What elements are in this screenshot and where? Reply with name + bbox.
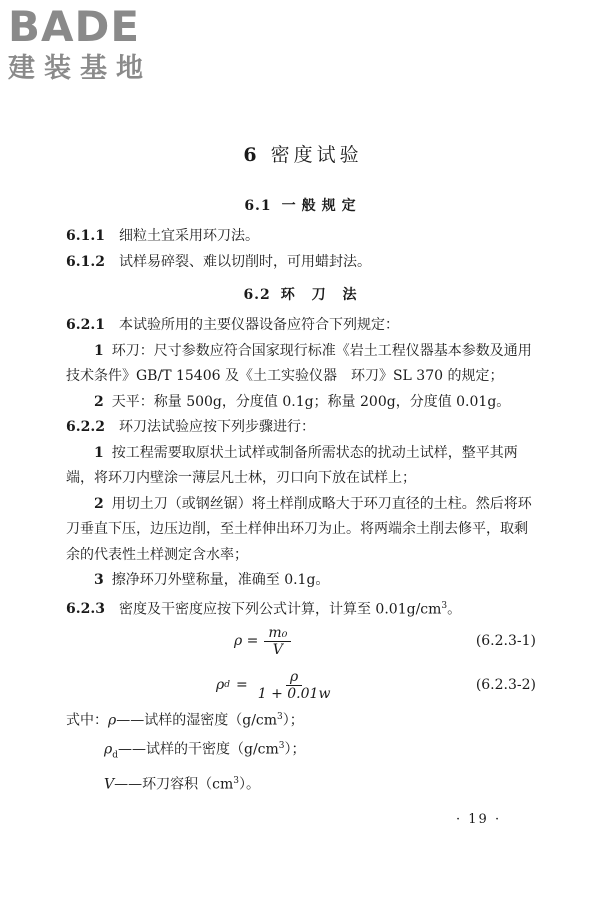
- section-title-text: 一般规定: [281, 198, 362, 214]
- item-text: 天平：称量 500g，分度值 0.1g；称量 200g，分度值 0.01g。: [111, 393, 511, 410]
- formula-expression: [234, 625, 291, 658]
- fraction-denominator: V: [272, 641, 283, 658]
- item-number: 1: [94, 444, 104, 461]
- symbol-definitions: [66, 705, 540, 798]
- formula-expression: [216, 669, 334, 702]
- section-6-1-title: [66, 194, 540, 218]
- fraction-numerator: m₀: [264, 625, 291, 642]
- definition-text: ——试样的干密度（g/cm: [118, 741, 279, 758]
- clause-6-2-1: [66, 313, 540, 339]
- clause-text-end: 。: [447, 601, 462, 618]
- formula-6-2-3-2: [66, 667, 540, 705]
- item-number: 2: [94, 393, 104, 410]
- section-6-2-title: [66, 283, 540, 307]
- definitions-lead: 式中：: [66, 712, 108, 729]
- superscript: 3: [441, 600, 448, 611]
- page-body: [66, 140, 540, 798]
- formula-lhs: ρ: [216, 677, 225, 694]
- clause-text: 环刀法试验应按下列步骤进行：: [118, 419, 315, 435]
- section-number: 6.2: [243, 287, 271, 303]
- item-6-2-2-1: [66, 441, 540, 492]
- fraction-numerator: ρ: [286, 669, 302, 686]
- chapter-title-text: 密度试验: [270, 144, 363, 166]
- definition-text-end: ）；: [282, 712, 304, 729]
- definition-text: ——环刀容积（cm: [114, 776, 234, 793]
- formula-lhs: ρ =: [234, 633, 259, 650]
- page-number: · 19 ·: [456, 812, 502, 827]
- superscript: 3: [278, 740, 285, 751]
- section-number: 6.1: [244, 198, 272, 214]
- logo-chinese-text: 建装基地: [8, 53, 152, 84]
- definition-rho-d: [66, 734, 540, 769]
- subscript: d: [224, 680, 230, 691]
- clause-number: 6.1.2: [66, 253, 105, 270]
- item-text: 擦净环刀外壁称量，准确至 0.1g。: [111, 572, 330, 588]
- clause-number: 6.2.3: [66, 601, 105, 618]
- item-6-2-2-3: [66, 568, 540, 594]
- clause-text: 密度及干密度应按下列公式计算，计算至 0.01g/cm: [118, 601, 442, 618]
- logo-latin-text: BADE: [8, 2, 141, 51]
- publisher-logo: [8, 4, 152, 86]
- formula-6-2-3-1: [66, 623, 540, 661]
- equation-number: (6.2.3-1): [475, 632, 536, 649]
- chapter-number: 6: [243, 144, 261, 166]
- symbol: V: [104, 776, 115, 793]
- section-title-text: 环 刀 法: [280, 287, 363, 303]
- subscript: d: [112, 750, 118, 761]
- clause-text: 本试验所用的主要仪器设备应符合下列规定：: [118, 317, 399, 333]
- clause-6-2-3: [66, 594, 540, 623]
- clause-6-2-2: [66, 415, 540, 441]
- definition-text-end: ）。: [238, 776, 260, 793]
- fraction: [264, 625, 291, 658]
- clause-text: 试样易碎裂、难以切削时，可用蜡封法。: [118, 253, 371, 270]
- superscript: 3: [233, 775, 239, 786]
- definition-text: ——试样的湿密度（g/cm: [116, 712, 278, 729]
- equation-number: (6.2.3-2): [475, 676, 536, 693]
- item-6-2-2-2: [66, 492, 540, 569]
- item-text: 用切土刀（或钢丝锯）将土样削成略大于环刀直径的土柱。然后将环刀垂直下压，边压边削，至土样伸出环刀为止。将两端余土削去修平，取剩余的代表性土样测定含水率；: [66, 495, 532, 563]
- item-number: 1: [94, 342, 104, 359]
- superscript: 3: [277, 711, 283, 722]
- definition-text-end: ）；: [284, 741, 306, 758]
- clause-number: 6.1.1: [66, 228, 105, 244]
- fraction: [254, 669, 335, 702]
- item-text: 按工程需要取原状土试样或制备所需状态的扰动土试样，整平其两端，将环刀内壁涂一薄层凡士林，刃口向下放在试样上；: [66, 444, 518, 486]
- clause-number: 6.2.1: [66, 317, 105, 333]
- definition-v: [66, 769, 540, 798]
- item-number: 3: [94, 572, 104, 588]
- chapter-title: [66, 140, 540, 170]
- definition-rho: [66, 705, 540, 734]
- clause-text: 细粒土宜采用环刀法。: [118, 228, 259, 244]
- item-number: 2: [94, 495, 104, 512]
- item-6-2-1-1: [66, 339, 540, 390]
- clause-number: 6.2.2: [66, 419, 105, 435]
- symbol: ρ: [108, 712, 117, 729]
- clause-6-1-1: [66, 224, 540, 250]
- fraction-denominator: 1 + 0.01w: [257, 685, 331, 702]
- symbol: ρ: [104, 741, 113, 758]
- item-text: 环刀：尺寸参数应符合国家现行标准《岩土工程仪器基本参数及通用技术条件》GB/T 15406 及《土工实验仪器 环刀》SL 370 的规定；: [66, 342, 532, 384]
- equals-sign: =: [236, 677, 248, 694]
- clause-6-1-2: [66, 250, 540, 276]
- item-6-2-1-2: [66, 390, 540, 416]
